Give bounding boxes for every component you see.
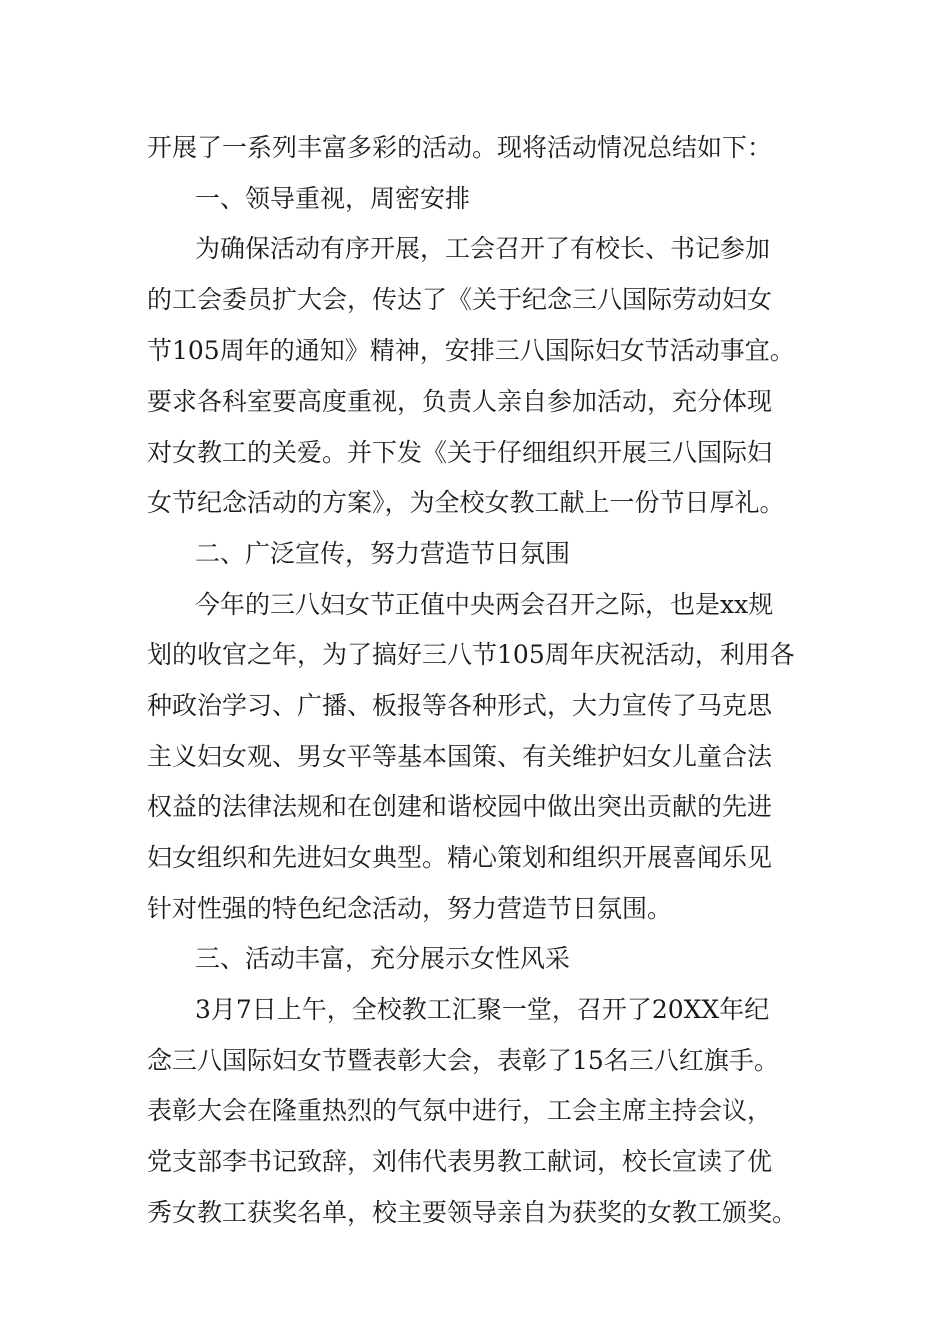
paragraph-line: 主义妇女观、男女平等基本国策、有关维护妇女儿童合法 (147, 742, 773, 771)
paragraph-line: 3月7日上午，全校教工汇聚一堂，召开了20XX年纪 (195, 995, 770, 1024)
paragraph-line: 针对性强的特色纪念活动，努力营造节日氛围。 (147, 894, 673, 923)
paragraph-line: 今年的三八妇女节正值中央两会召开之际，也是xx规 (195, 590, 774, 619)
paragraph-line: 权益的法律法规和在创建和谐校园中做出突出贡献的先进 (147, 792, 773, 821)
section-heading: 二、广泛宣传，努力营造节日氛围 (195, 539, 571, 568)
paragraph-line: 种政治学习、广播、板报等各种形式，大力宣传了马克思 (147, 691, 773, 720)
paragraph-line: 妇女组织和先进妇女典型。精心策划和组织开展喜闻乐见 (147, 843, 773, 872)
paragraph-line: 划的收官之年，为了搞好三八节105周年庆祝活动，利用各 (147, 640, 795, 669)
paragraph-line: 为确保活动有序开展，工会召开了有校长、书记参加 (195, 234, 771, 263)
section-heading: 一、领导重视，周密安排 (195, 184, 471, 213)
paragraph-line: 节105周年的通知》精神，安排三八国际妇女节活动事宜。 (147, 336, 795, 365)
paragraph-line: 女节纪念活动的方案》，为全校女教工献上一份节日厚礼。 (147, 488, 785, 517)
paragraph-line: 对女教工的关爱。并下发《关于仔细组织开展三八国际妇 (147, 438, 773, 467)
paragraph-line: 秀女教工获奖名单，校主要领导亲自为获奖的女教工颁奖。 (147, 1198, 798, 1227)
section-heading: 三、活动丰富，充分展示女性风采 (195, 944, 571, 973)
paragraph-line: 党支部李书记致辞，刘伟代表男教工献词，校长宣读了优 (147, 1147, 773, 1176)
paragraph-line: 要求各科室要高度重视，负责人亲自参加活动，充分体现 (147, 387, 773, 416)
paragraph-line: 念三八国际妇女节暨表彰大会，表彰了15名三八红旗手。 (147, 1046, 779, 1075)
paragraph-line: 的工会委员扩大会，传达了《关于纪念三八国际劳动妇女 (147, 285, 773, 314)
paragraph-line: 表彰大会在隆重热烈的气氛中进行，工会主席主持会议， (147, 1096, 773, 1125)
paragraph-line: 开展了一系列丰富多彩的活动。现将活动情况总结如下： (147, 133, 773, 162)
